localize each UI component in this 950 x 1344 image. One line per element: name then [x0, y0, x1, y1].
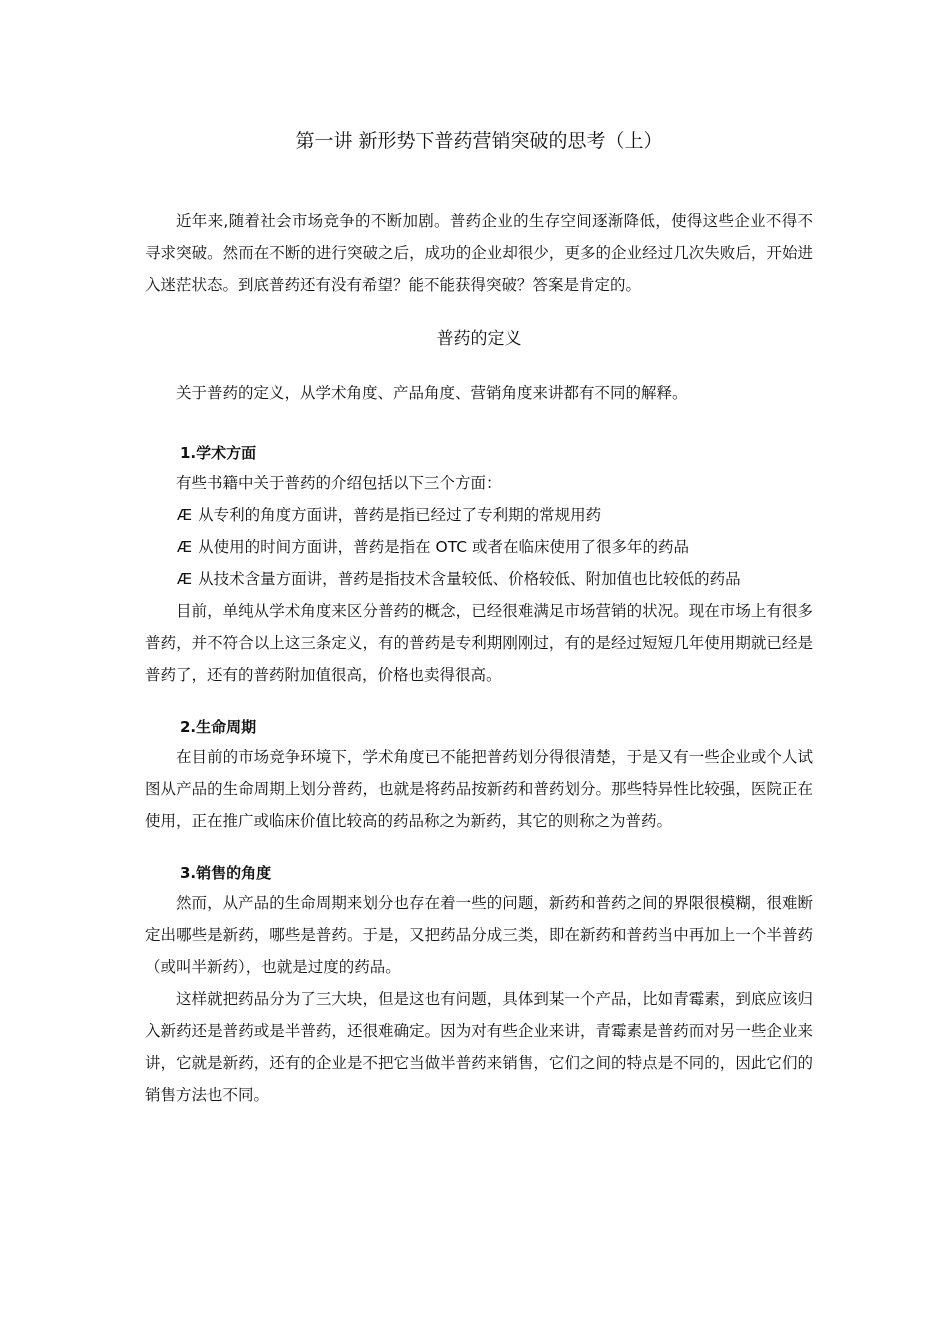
document-content: [145, 127, 813, 1111]
bullet-text: 从专利的角度方面讲，普药是指已经过了专利期的常规用药: [198, 506, 602, 524]
definition-intro-paragraph: 关于普药的定义，从学术角度、产品角度、营销角度来讲都有不同的解释。: [176, 384, 688, 402]
section-heading-lifecycle: 2.生命周期: [180, 718, 257, 736]
lifecycle-body-paragraph: 在目前的市场竞争环境下，学术角度已不能把普药划分得很清楚，于是又有一些企业或个人试图从产品的生命周期上划分普药，也就是将药品按新药和普药划分。那些特异性比较强，医院正在使用，正在推广或临床价值比较高的药品称之为新药，其它的则称之为普药。: [145, 748, 813, 830]
bullet-item: [145, 563, 813, 595]
definition-heading: 普药的定义: [436, 329, 522, 349]
intro-paragraph: 近年来,随着社会市场竞争的不断加剧。普药企业的生存空间逐渐降低，使得这些企业不得不寻求突破。然而在不断的进行突破之后，成功的企业却很少，更多的企业经过几次失败后，开始进入迷茫状态。到底普药还有没有希望？能不能获得突破？答案是肯定的。: [145, 212, 813, 294]
bullet-text: 从技术含量方面讲，普药是指技术含量较低、价格较低、附加值也比较低的药品: [198, 570, 741, 588]
section-heading-sales: 3.销售的角度: [180, 864, 272, 882]
bullet-text: 从使用的时间方面讲，普药是指在 OTC 或者在临床使用了很多年的药品: [198, 538, 690, 556]
academic-lead-paragraph: 有些书籍中关于普药的介绍包括以下三个方面：: [176, 474, 502, 492]
sales-body-paragraph: 然而，从产品的生命周期来划分也存在着一些的问题，新药和普药之间的界限很模糊，很难断定出哪些是新药，哪些是普药。于是，又把药品分成三类，即在新药和普药当中再加上一个半普药（或叫半新药），也就是过度的药品。: [145, 894, 813, 976]
academic-body-paragraph: 目前，单纯从学术角度来区分普药的概念，已经很难满足市场营销的状况。现在市场上有很多普药，并不符合以上这三条定义，有的普药是专利期刚刚过，有的是经过短短几年使用期就已经是普药了，还有的普药附加值很高，价格也卖得很高。: [145, 602, 813, 684]
section-heading-academic: 1.学术方面: [180, 444, 257, 462]
bullet-item: [145, 499, 813, 531]
bullet-item: [145, 531, 813, 563]
sales-body-paragraph-2: 这样就把药品分为了三大块，但是这也有问题，具体到某一个产品，比如青霉素，到底应该归入新药还是普药或是半普药，还很难确定。因为对有些企业来讲，青霉素是普药而对另一些企业来讲，它就是新药，还有的企业是不把它当做半普药来销售，它们之间的特点是不同的，因此它们的销售方法也不同。: [145, 990, 813, 1104]
bullet-mark: Æ: [177, 538, 193, 556]
page-title: 第一讲 新形势下普药营销突破的思考（上）: [295, 130, 663, 152]
bullet-mark: Æ: [177, 506, 193, 524]
bullet-mark: Æ: [177, 570, 193, 588]
